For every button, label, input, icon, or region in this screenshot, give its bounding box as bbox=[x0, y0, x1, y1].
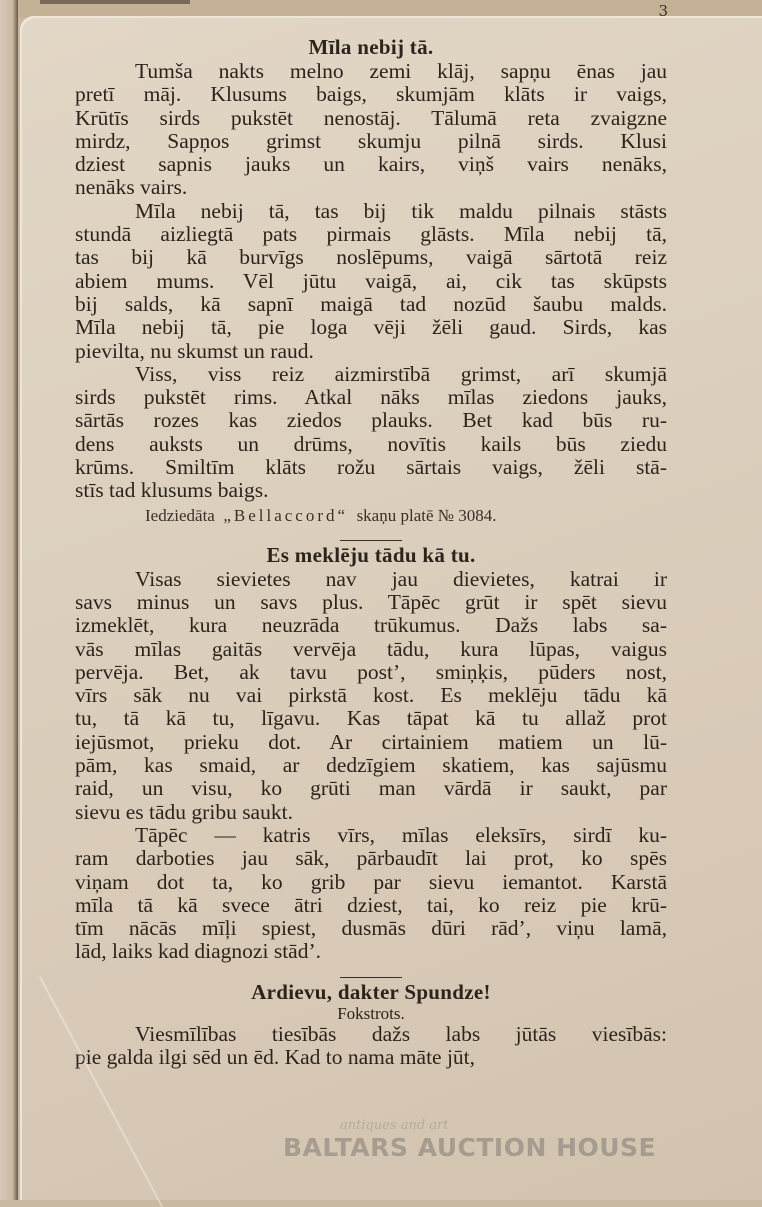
watermark-subtext: antiques and art bbox=[340, 1118, 449, 1133]
note-label: „Bellaccord“ bbox=[223, 505, 349, 525]
text-line: krūms. Smiltīm klāts rožu sārtais vaigs, žēli stā- bbox=[75, 455, 667, 480]
text-line: vās mīlas gaitās vervēja tādu, kura lūpas, vaigus bbox=[75, 636, 667, 661]
text-line: lād, laiks kad diagnozi stād’. bbox=[75, 939, 321, 964]
text-line: Mīla nebij tā, pie loga vēji žēli gaud. Sirds, kas bbox=[75, 315, 667, 340]
text-line: Tumša nakts melno zemi klāj, sapņu ēnas jau bbox=[135, 59, 667, 83]
song-title-2: Es meklēju tādu kā tu. bbox=[266, 542, 476, 567]
note-prefix: Iedziedāta bbox=[145, 505, 215, 525]
text-line: ram darboties jau sāk, pārbaudīt lai prot, ko spēs bbox=[75, 846, 667, 871]
text-line: nenāks vairs. bbox=[75, 175, 188, 200]
text-line: dziest sapnis jauks un kairs, viņš vairs nenāks, bbox=[75, 152, 667, 177]
text-line: iejūsmot, prieku dot. Ar cirtainiem matiem un lū- bbox=[75, 729, 667, 754]
running-head-fragment bbox=[40, 0, 190, 4]
page-number: 3 bbox=[658, 2, 668, 20]
divider bbox=[340, 540, 402, 541]
song-3-subtitle: Fokstrots. bbox=[337, 1003, 405, 1023]
text-line: vīrs sāk nu vai pirkstā kost. Es meklēju tādu kā bbox=[75, 683, 667, 708]
text-line: mirdz, Sapņos grimst skumju pilnā sirds. Klusi bbox=[75, 128, 667, 153]
song-title-1: Mīla nebij tā. bbox=[308, 35, 434, 59]
paragraph bbox=[75, 200, 667, 363]
paragraph bbox=[75, 60, 667, 200]
text-line: abiem mums. Vēl jūtu vaigā, ai, cik tas skūpsts bbox=[75, 268, 667, 293]
text-line: pervēja. Bet, ak tavu post’, smiņķis, pūders nost, bbox=[75, 659, 667, 684]
text-line: Krūtīs sirds pukstēt nenostāj. Tālumā reta zvaigzne bbox=[75, 105, 667, 130]
text-line: Viss, viss reiz aizmirstībā grimst, arī skumjā bbox=[135, 361, 667, 386]
text-line: sārtās rozes kas ziedos plauks. Bet kad būs ru- bbox=[75, 408, 667, 433]
text-line: tīm nācās mīļi spiest, dusmās dūri rād’, viņu lamā, bbox=[75, 916, 667, 941]
text-line: pie galda ilgi sēd un ēd. Kad to nama māte jūt, bbox=[75, 1044, 476, 1069]
text-line: Mīla nebij tā, tas bij tik maldu pilnais stāsts bbox=[135, 198, 667, 223]
text-line: viņam dot ta, ko grib par sievu iemantot. Karstā bbox=[75, 869, 667, 894]
text-line: raid, un visu, ko grūti man vārdā ir saukt, par bbox=[75, 776, 667, 801]
text-line: pām, kas smaid, ar dedzīgiem skatiem, kas sajūsmu bbox=[75, 753, 667, 778]
text-line: savs minus un savs plus. Tāpēc grūt ir spēt sievu bbox=[75, 589, 667, 614]
text-line: izmeklēt, kura neuzrāda trūkumus. Dažs labs sa- bbox=[75, 613, 667, 638]
song-2-body bbox=[75, 568, 667, 964]
paragraph bbox=[75, 363, 667, 503]
text-block bbox=[75, 35, 667, 1069]
text-line: pretī māj. Klusums baigs, skumjām klāts ir vaigs, bbox=[75, 82, 667, 107]
song-1-body bbox=[75, 60, 667, 503]
text-line: tu, tā kā tu, līgavu. Kas tāpat kā tu allaž prot bbox=[75, 706, 667, 731]
recording-note bbox=[75, 505, 667, 527]
paragraph bbox=[75, 824, 667, 964]
text-line: Visas sievietes nav jau dievietes, katrai ir bbox=[135, 566, 667, 591]
text-line: sievu es tādu gribu saukt. bbox=[75, 799, 293, 824]
text-line: mīla tā kā svece ātri dziest, tai, ko reiz pie krū- bbox=[75, 892, 667, 917]
song-3-body bbox=[75, 1023, 667, 1070]
text-line: stundā aizliegtā pats pirmais glāsts. Mīla nebij tā, bbox=[75, 222, 667, 247]
paragraph bbox=[75, 1023, 667, 1070]
divider bbox=[340, 977, 402, 978]
text-line: tas bij kā burvīgs noslēpums, vaigā sārtotā reiz bbox=[75, 245, 667, 270]
paragraph bbox=[75, 568, 667, 824]
text-line: Viesmīlības tiesībās dažs labs jūtās viesībās: bbox=[135, 1021, 667, 1046]
note-suffix: skaņu platē № 3084. bbox=[356, 505, 497, 525]
text-line: dens auksts un drūms, novītis kails būs ziedu bbox=[75, 431, 667, 456]
page bbox=[20, 2, 762, 1200]
text-line: sirds pukstēt rims. Atkal nāks mīlas ziedons jauks, bbox=[75, 385, 667, 410]
text-line: bij salds, kā sapnī maigā tad nozūd šaubu malds. bbox=[75, 291, 667, 316]
text-line: pievilta, nu skumst un raud. bbox=[75, 338, 314, 363]
watermark: BALTARS AUCTION HOUSE bbox=[283, 1133, 657, 1162]
song-title-3: Ardievu, dakter Spundze! bbox=[251, 979, 491, 1004]
facing-page-edge bbox=[0, 0, 18, 1200]
text-line: stīs tad klusums baigs. bbox=[75, 478, 269, 503]
text-line: Tāpēc — katris vīrs, mīlas eleksīrs, sirdī ku- bbox=[135, 822, 667, 847]
